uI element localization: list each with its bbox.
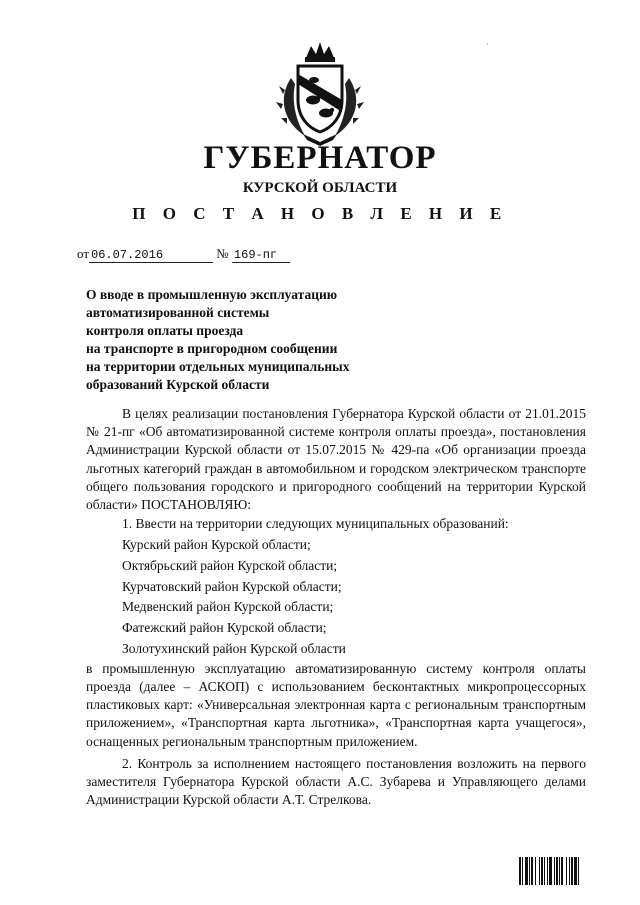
subject-line: образований Курской области	[86, 377, 270, 392]
item-1-intro: 1. Ввести на территории следующих муниципальных образований:	[122, 516, 509, 532]
subject-line: на территории отдельных муниципальных	[86, 359, 350, 374]
district-list-item: Медвенский район Курской области;	[122, 599, 334, 615]
subject-line: контроля оплаты проезда	[86, 323, 244, 338]
document-region: КУРСКОЙ ОБЛАСТИ	[242, 180, 398, 196]
barcode-image	[519, 857, 613, 885]
scan-speck: ·	[486, 40, 489, 49]
document-body	[86, 405, 586, 809]
document-subject	[86, 286, 406, 394]
item-1-paragraph: в промышленную эксплуатацию автоматизированную систему контроля оплаты проезда (далее – АСКОП) с использованием бесконтактных микропроцессорных пластиковых карт: «Универсальная электронная карта с региональным транспортным приложением», «Транспортная карта льготника», «Транспортная карта учащегося», оснащенных региональным транспортным приложением.	[86, 660, 586, 749]
number-prefix: №	[216, 246, 229, 261]
coat-of-arms-emblem	[269, 38, 371, 146]
district-list-item: Курчатовский район Курской области;	[122, 578, 342, 594]
subject-line: автоматизированной системы	[86, 305, 270, 320]
document-number: 169-пг	[232, 248, 290, 263]
subject-line: на транспорте в пригородном сообщении	[86, 341, 338, 356]
preamble-paragraph: В целях реализации постановления Губернатора Курской области от 21.01.2015 № 21-пг «Об автоматизированной системе контроля оплаты проезда», постановления Администрации Курской области от 15.07.2015 № 429-па «Об организации проезда льготных категорий граждан в автомобильном и городском электрическом транспорте общего пользования городского и пригородного сообщений на территории Курской области» ПОСТАНОВЛЯЮ:	[86, 406, 586, 513]
document-date: 06.07.2016	[89, 248, 213, 263]
subject-line: О вводе в промышленную эксплуатацию	[86, 287, 338, 302]
district-list-item: Октябрьский район Курской области;	[122, 557, 338, 573]
document-type: П О С Т А Н О В Л Е Н И Е	[132, 204, 508, 223]
document-date-number-line	[77, 246, 290, 263]
date-prefix: от	[77, 246, 90, 261]
district-list-item: Курский район Курской области;	[122, 537, 311, 553]
district-list-item: Фатежский район Курской области;	[122, 620, 327, 636]
district-list-item: Золотухинский район Курской области	[122, 641, 346, 656]
document-title-governor: ГУБЕРНАТОР	[203, 140, 437, 176]
item-2-paragraph: 2. Контроль за исполнением настоящего постановления возложить на первого заместителя Губернатора Курской области А.С. Зубарева и Управляющего делами Администрации Курской области А.Т. Стрелкова.	[86, 755, 586, 808]
